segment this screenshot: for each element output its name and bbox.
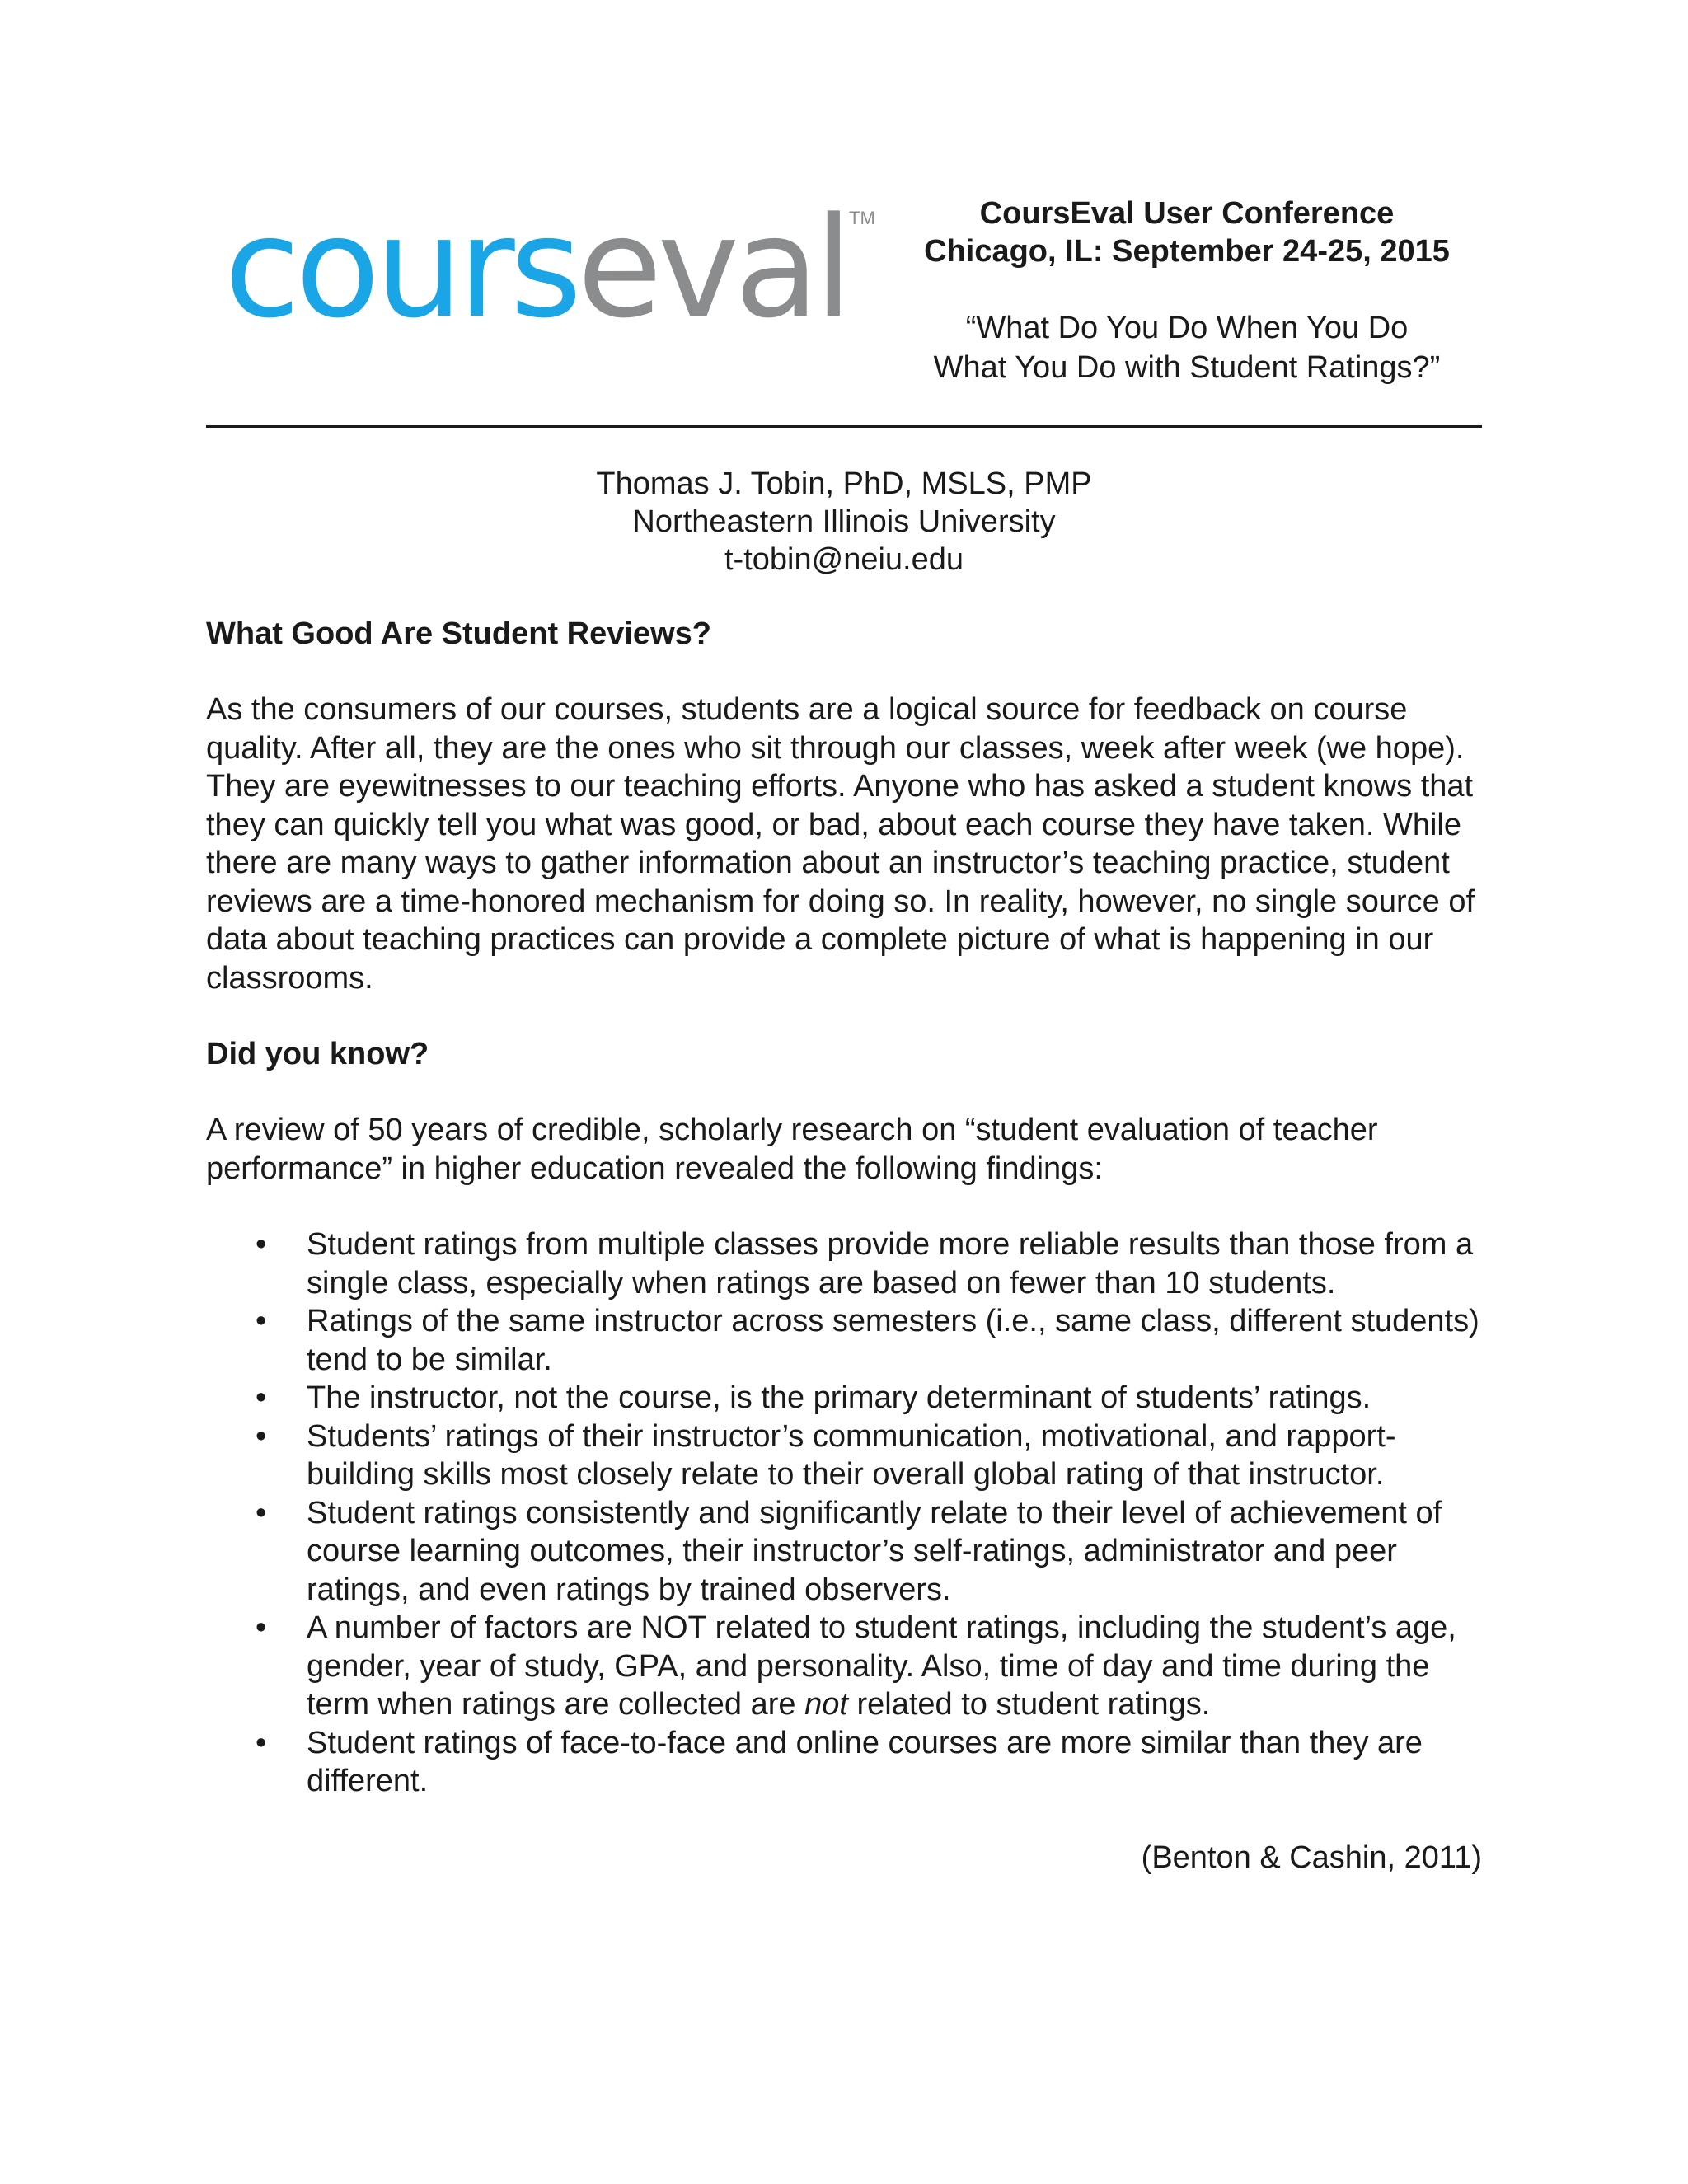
citation: (Benton & Cashin, 2011) <box>1141 1840 1482 1875</box>
list-item <box>206 1724 1492 1801</box>
bullet-icon: • <box>256 1610 267 1645</box>
list-item-text: Student ratings of face-to-face and online courses are more similar than they are different. <box>307 1725 1423 1798</box>
list-item-text: The instructor, not the course, is the primary determinant of students’ ratings. <box>307 1380 1372 1415</box>
section-paragraph-reviews: As the consumers of our courses, students are a logical source for feedback on course quality. After all, they are the ones who sit through our classes, week after week (we hope). They are eyewitnesses to our teaching efforts. Anyone who has asked a student knows that they can quickly tell you what was good, or bad, about each course they have taken. While there are many ways to gather information about an instructor’s teaching practice, student reviews are a time-honored mechanism for doing so. In reality, however, no single source of data about teaching practices can provide a complete picture of what is happening in our classrooms. <box>206 692 1475 996</box>
bullet-icon: • <box>256 1227 267 1262</box>
header-divider <box>206 425 1482 428</box>
list-item <box>206 1609 1492 1724</box>
document-body <box>206 615 1492 1877</box>
list-item <box>206 1226 1492 1302</box>
findings-list <box>206 1226 1492 1801</box>
author-block <box>206 465 1482 579</box>
findings-intro: A review of 50 years of credible, scholarly research on “student evaluation of teacher performance” in higher education revealed the following findings: <box>206 1113 1378 1186</box>
list-item-text: Students’ ratings of their instructor’s communication, motivational, and rapport-building skills most closely relate to their overall global rating of that instructor. <box>307 1418 1396 1492</box>
list-item-emphasis: not <box>804 1687 848 1722</box>
bullet-icon: • <box>256 1304 267 1338</box>
conference-name: CoursEval User Conference <box>979 196 1395 231</box>
logo-part-eval: eval <box>577 187 848 349</box>
bullet-icon: • <box>256 1725 267 1760</box>
list-item <box>206 1418 1492 1494</box>
author-name: Thomas J. Tobin, PhD, MSLS, PMP <box>596 466 1092 501</box>
section-heading-reviews: What Good Are Student Reviews? <box>206 616 711 651</box>
author-affiliation: Northeastern Illinois University <box>632 504 1056 539</box>
list-item-text-after: related to student ratings. <box>847 1687 1211 1722</box>
list-item-text: Ratings of the same instructor across semesters (i.e., same class, different students) tend to be similar. <box>307 1304 1479 1377</box>
spacer <box>874 270 1500 308</box>
list-item-text: Student ratings consistently and significantly relate to their level of achievement of course learning outcomes, their instructor’s self-ratings, administrator and peer ratings, and even ratings by trained observers. <box>307 1495 1442 1607</box>
conference-header <box>874 194 1500 387</box>
bullet-icon: • <box>256 1495 267 1530</box>
logo-trademark: TM <box>849 208 875 228</box>
list-item <box>206 1494 1492 1610</box>
list-item-text: Student ratings from multiple classes provide more reliable results than those from a single class, especially when ratings are based on fewer than 10 students. <box>307 1227 1474 1301</box>
courseval-logo <box>224 187 875 349</box>
talk-title-line-2: What You Do with Student Ratings?” <box>933 350 1441 385</box>
list-item <box>206 1379 1492 1418</box>
talk-title-line-1: “What Do You Do When You Do <box>965 311 1409 345</box>
section-heading-did-you-know: Did you know? <box>206 1037 429 1071</box>
conference-location: Chicago, IL: September 24-25, 2015 <box>924 234 1450 269</box>
author-email: t-tobin@neiu.edu <box>724 542 964 577</box>
bullet-icon: • <box>256 1380 267 1415</box>
logo-part-cours: cours <box>224 187 578 349</box>
bullet-icon: • <box>256 1418 267 1454</box>
logo-wordmark <box>224 187 848 349</box>
list-item-text-before: A number of factors are NOT related to student ratings, including the student’s age, gender, year of study, GPA, and personality. Also, time of day and time during the term when ratings are collected are <box>307 1610 1456 1722</box>
list-item <box>206 1302 1492 1379</box>
